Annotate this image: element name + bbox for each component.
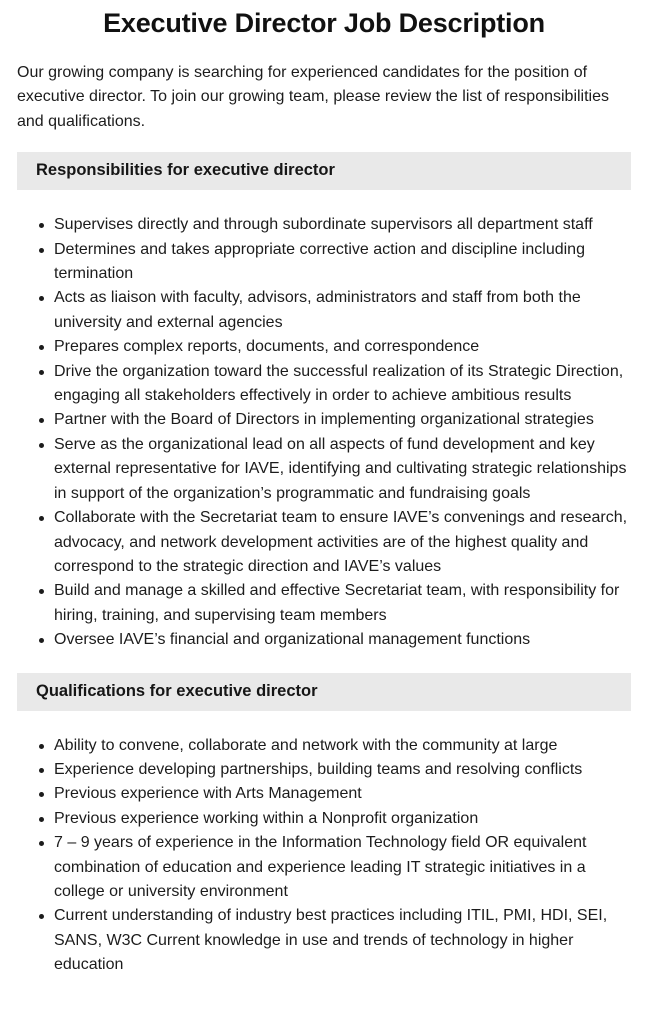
list-item: Current understanding of industry best practices including ITIL, PMI, HDI, SEI, SANS, W3C Current knowledge in use and trends of technology in higher education [54, 904, 629, 977]
list-item: Acts as liaison with faculty, advisors, administrators and staff from both the university and external agencies [54, 286, 629, 335]
section-heading-qualifications: Qualifications for executive director [17, 673, 631, 711]
section-responsibilities [17, 152, 631, 652]
section-qualifications [17, 673, 631, 978]
intro-paragraph: Our growing company is searching for experienced candidates for the position of executive director. To join our growing team, please review the list of responsibilities and qualifications. [17, 64, 609, 130]
list-item: Collaborate with the Secretariat team to ensure IAVE’s convenings and research, advocacy, and network development activities are of the highest quality and correspond to the strategic direction and IAVE’s values [54, 506, 629, 579]
list-item: 7 – 9 years of experience in the Information Technology field OR equivalent combination of education and experience leading IT strategic initiatives in a college or university environment [54, 831, 629, 904]
responsibilities-list [17, 213, 631, 652]
list-item: Drive the organization toward the successful realization of its Strategic Direction, engaging all stakeholders effectively in order to achieve ambitious results [54, 360, 629, 409]
list-item: Ability to convene, collaborate and network with the community at large [54, 734, 629, 758]
list-item: Experience developing partnerships, building teams and resolving conflicts [54, 758, 629, 782]
page-title: Executive Director Job Description [103, 8, 545, 38]
list-item: Partner with the Board of Directors in implementing organizational strategies [54, 408, 629, 432]
list-item: Determines and takes appropriate corrective action and discipline including termination [54, 238, 629, 287]
list-item: Prepares complex reports, documents, and correspondence [54, 335, 629, 359]
list-item: Previous experience working within a Nonprofit organization [54, 807, 629, 831]
qualifications-list [17, 734, 631, 978]
list-item: Supervises directly and through subordinate supervisors all department staff [54, 213, 629, 237]
list-item: Previous experience with Arts Management [54, 782, 629, 806]
section-heading-responsibilities: Responsibilities for executive director [17, 152, 631, 190]
list-item: Serve as the organizational lead on all aspects of fund development and key external representative for IAVE, identifying and cultivating strategic relationships in support of the organization’s programmatic and fundraising goals [54, 433, 629, 506]
list-item: Build and manage a skilled and effective Secretariat team, with responsibility for hiring, training, and supervising team members [54, 579, 629, 628]
list-item: Oversee IAVE’s financial and organizational management functions [54, 628, 629, 652]
